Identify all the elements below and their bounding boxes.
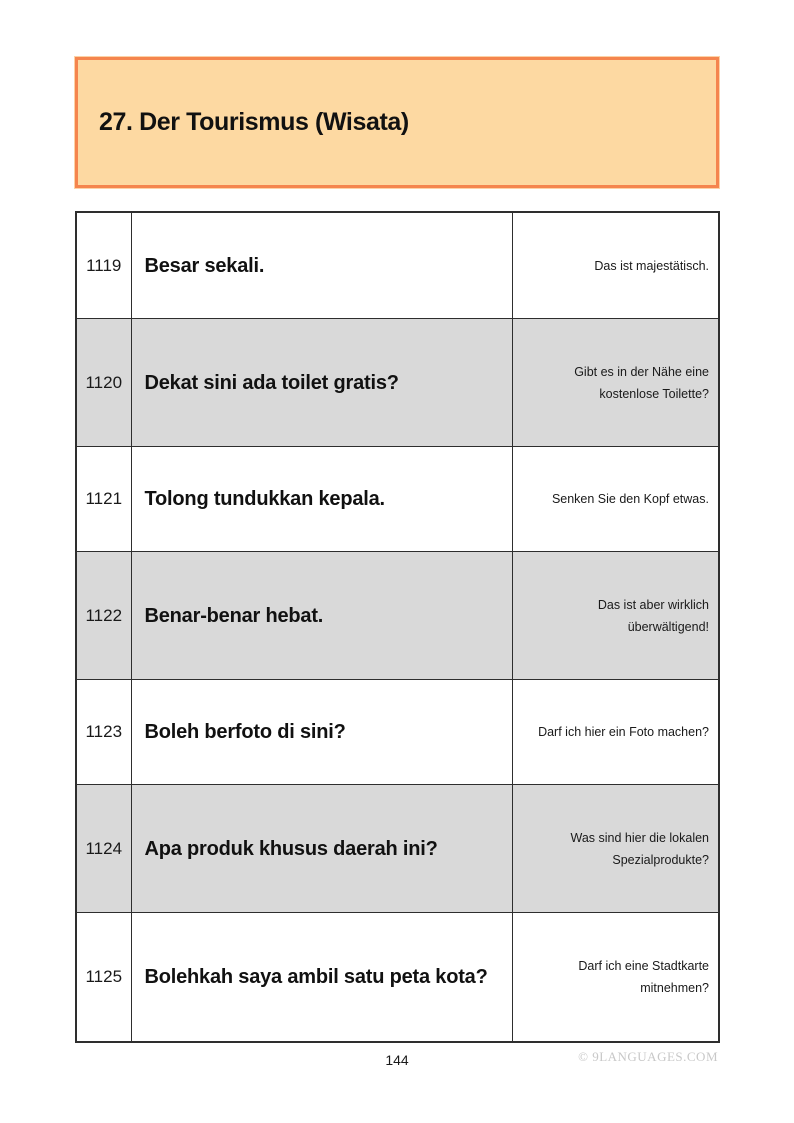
table-row: [76, 212, 719, 319]
phrase-german: Senken Sie den Kopf etwas.: [512, 446, 719, 551]
phrase-table: [75, 211, 720, 1043]
phrase-number: 1124: [76, 785, 131, 913]
phrase-german: Darf ich eine Stadtkarte mitnehmen?: [512, 913, 719, 1042]
phrase-german: Darf ich hier ein Foto machen?: [512, 680, 719, 785]
phrase-indonesian: Boleh berfoto di sini?: [131, 680, 512, 785]
phrase-german: Was sind hier die lokalen Spezialprodukte?: [512, 785, 719, 913]
phrase-german: Gibt es in der Nähe eine kostenlose Toilette?: [512, 319, 719, 447]
phrase-number: 1122: [76, 552, 131, 680]
table-row: [76, 319, 719, 447]
table-row: [76, 913, 719, 1042]
table-row: [76, 785, 719, 913]
chapter-title: 27. Der Tourismus (Wisata): [99, 108, 409, 136]
phrase-number: 1125: [76, 913, 131, 1042]
phrase-number: 1121: [76, 446, 131, 551]
table-row: [76, 446, 719, 551]
phrase-number: 1120: [76, 319, 131, 447]
page-number: 144: [385, 1052, 409, 1068]
copyright: © 9LANGUAGES.COM: [578, 1049, 718, 1064]
phrase-indonesian: Benar-benar hebat.: [131, 552, 512, 680]
table-row: [76, 680, 719, 785]
phrase-indonesian: Dekat sini ada toilet gratis?: [131, 319, 512, 447]
phrase-indonesian: Apa produk khusus daerah ini?: [131, 785, 512, 913]
phrase-indonesian: Besar sekali.: [131, 212, 512, 319]
phrase-indonesian: Tolong tundukkan kepala.: [131, 446, 512, 551]
phrase-german: Das ist aber wirklich überwältigend!: [512, 552, 719, 680]
chapter-header-box: [75, 57, 719, 188]
phrase-indonesian: Bolehkah saya ambil satu peta kota?: [131, 913, 512, 1042]
phrase-german: Das ist majestätisch.: [512, 212, 719, 319]
table-row: [76, 552, 719, 680]
phrase-number: 1123: [76, 680, 131, 785]
phrase-number: 1119: [76, 212, 131, 319]
